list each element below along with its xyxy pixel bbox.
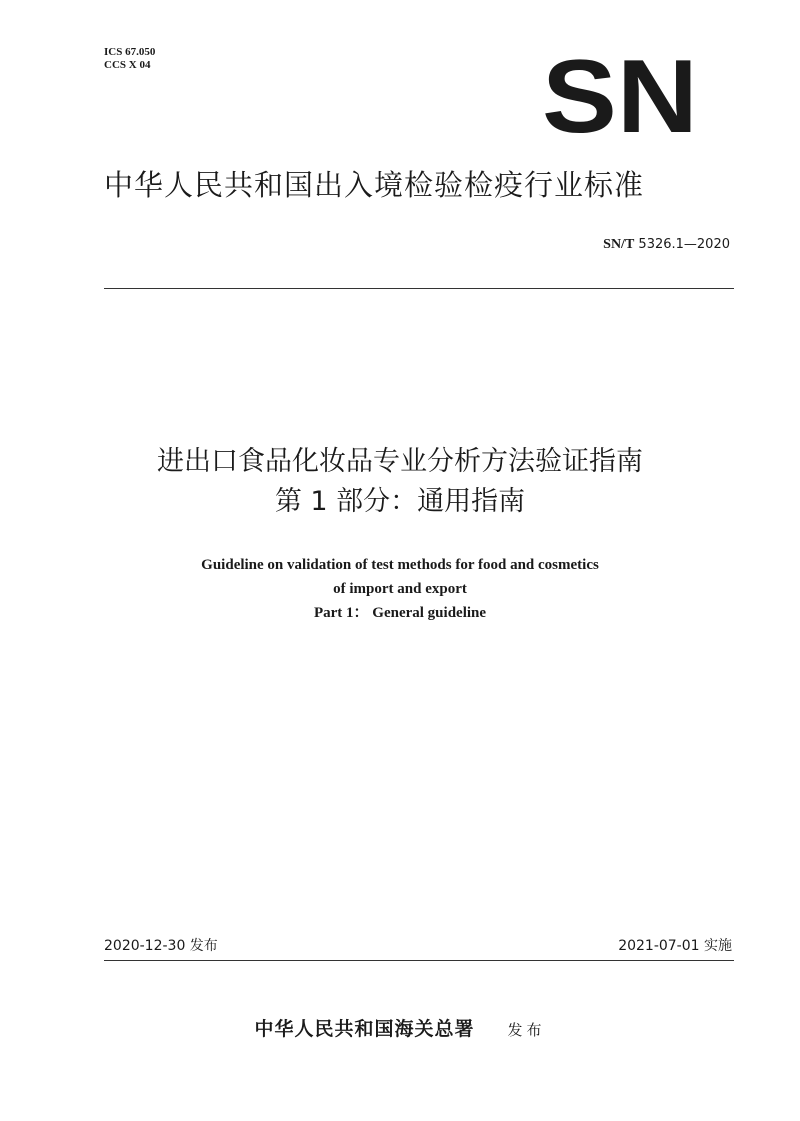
chinese-title-line-1: 进出口食品化妆品专业分析方法验证指南 [157, 446, 643, 477]
english-title-line-3: Part 1： General guideline [313, 605, 487, 621]
issuer-verb: 发布 [507, 1021, 546, 1039]
chinese-title [0, 442, 800, 522]
standard-number-value: 5326.1—2020 [638, 237, 730, 252]
english-title-line-2: of import and export [333, 581, 467, 597]
issuer [0, 1014, 800, 1041]
top-divider [104, 288, 734, 289]
effective-date: 2021-07-01 实施 [618, 938, 732, 954]
chinese-title-line-2: 第 1 部分：通用指南 [274, 486, 526, 517]
bottom-divider [104, 960, 734, 961]
sn-logo [540, 50, 700, 140]
sn-logo-text: SN [542, 50, 698, 140]
english-title-line-1: Guideline on validation of test methods for food and cosmetics [201, 557, 599, 573]
english-title [0, 553, 800, 625]
issuer-name: 中华人民共和国海关总署 [254, 1018, 475, 1040]
standard-number [603, 237, 730, 253]
standard-code: SN/T [603, 237, 635, 252]
issue-date: 2020-12-30 发布 [104, 938, 218, 954]
ccs-code: CCS X 04 [104, 59, 151, 71]
ics-code: ICS 67.050 [104, 46, 156, 58]
classification-codes [104, 46, 155, 72]
organization-title: 中华人民共和国出入境检验检疫行业标准 [104, 168, 645, 202]
